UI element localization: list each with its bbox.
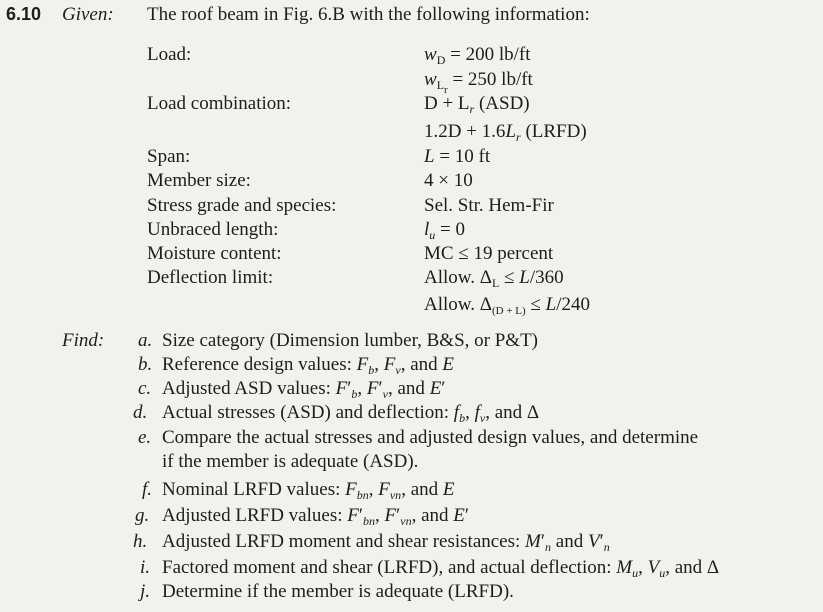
find-item-f: Nominal LRFD values: $F_{bn}$, $F_{vn}$, and E [162,479,455,502]
find-item-i: Factored moment and shear (LRFD), and actual deflection: $M_u$, $V_u$, and Δ [162,557,720,580]
label-member-size: Member size: [147,170,251,191]
label-load-combination: Load combination: [147,93,292,114]
find-item-a: Size category (Dimension lumber, B&S, or P&T) [162,330,539,351]
label-span: Span: [147,146,191,167]
value-roof-live-load: $w_{L_r} = 250$ lb/ft [424,69,533,96]
find-letter-f: f. [142,479,153,500]
label-load: Load: [147,44,192,65]
problem-number: 6.10 [6,4,42,24]
find-item-c: Adjusted ASD values: $F'_b$, $F'_v$, and E′ [162,378,446,401]
find-label: Find: [62,330,105,351]
value-span: L = 10 ft [424,146,491,167]
find-item-d: Actual stresses (ASD) and deflection: $f_b$, $f_v$, and Δ [162,402,540,425]
find-item-b: Reference design values: $F_b$, $F_v$, and E [162,354,455,377]
find-letter-a: a. [138,330,153,351]
label-stress-grade: Stress grade and species: [147,195,337,216]
find-letter-c: c. [138,378,152,399]
given-label: Given: [62,4,114,25]
find-item-h: Adjusted LRFD moment and shear resistances: $M'_n$ and $V'_n$ [162,531,610,554]
find-item-g: Adjusted LRFD values: $F'_{bn}$, $F'_{vn}$, and E′ [162,505,470,528]
value-unbraced-length: $l_u = 0$ [424,219,465,242]
value-member-size: 4 × 10 [424,170,473,191]
value-live-deflection-limit: Allow. $\Delta_L \le L/360$ [424,267,564,290]
find-letter-b: b. [138,354,153,375]
find-item-e: Compare the actual stresses and adjusted design values, and determine [162,427,699,448]
find-letter-i: i. [140,557,151,578]
value-dead-load: $w_D = 200$ lb/ft [424,44,531,67]
label-moisture-content: Moisture content: [147,243,282,264]
find-letter-j: j. [140,581,151,602]
find-letter-e: e. [138,427,152,448]
value-moisture-content: MC ≤ 19 percent [424,243,554,264]
value-lrfd-combination: $1.2D + 1.6L_r$ (LRFD) [424,121,587,144]
find-item-j: Determine if the member is adequate (LRFD). [162,581,514,602]
find-item-e-continued: if the member is adequate (ASD). [162,451,419,472]
value-stress-grade: Sel. Str. Hem-Fir [424,195,554,216]
value-asd-combination: $D + L_r$ (ASD) [424,93,530,116]
find-letter-h: h. [133,531,148,552]
value-total-deflection-limit: Allow. $\Delta_{(D + L)} \le L/240$ [424,294,590,317]
find-letter-d: d. [133,402,148,423]
label-deflection-limit: Deflection limit: [147,267,274,288]
find-letter-g: g. [135,505,150,526]
label-unbraced-length: Unbraced length: [147,219,279,240]
given-description: The roof beam in Fig. 6.B with the following information: [147,4,590,25]
